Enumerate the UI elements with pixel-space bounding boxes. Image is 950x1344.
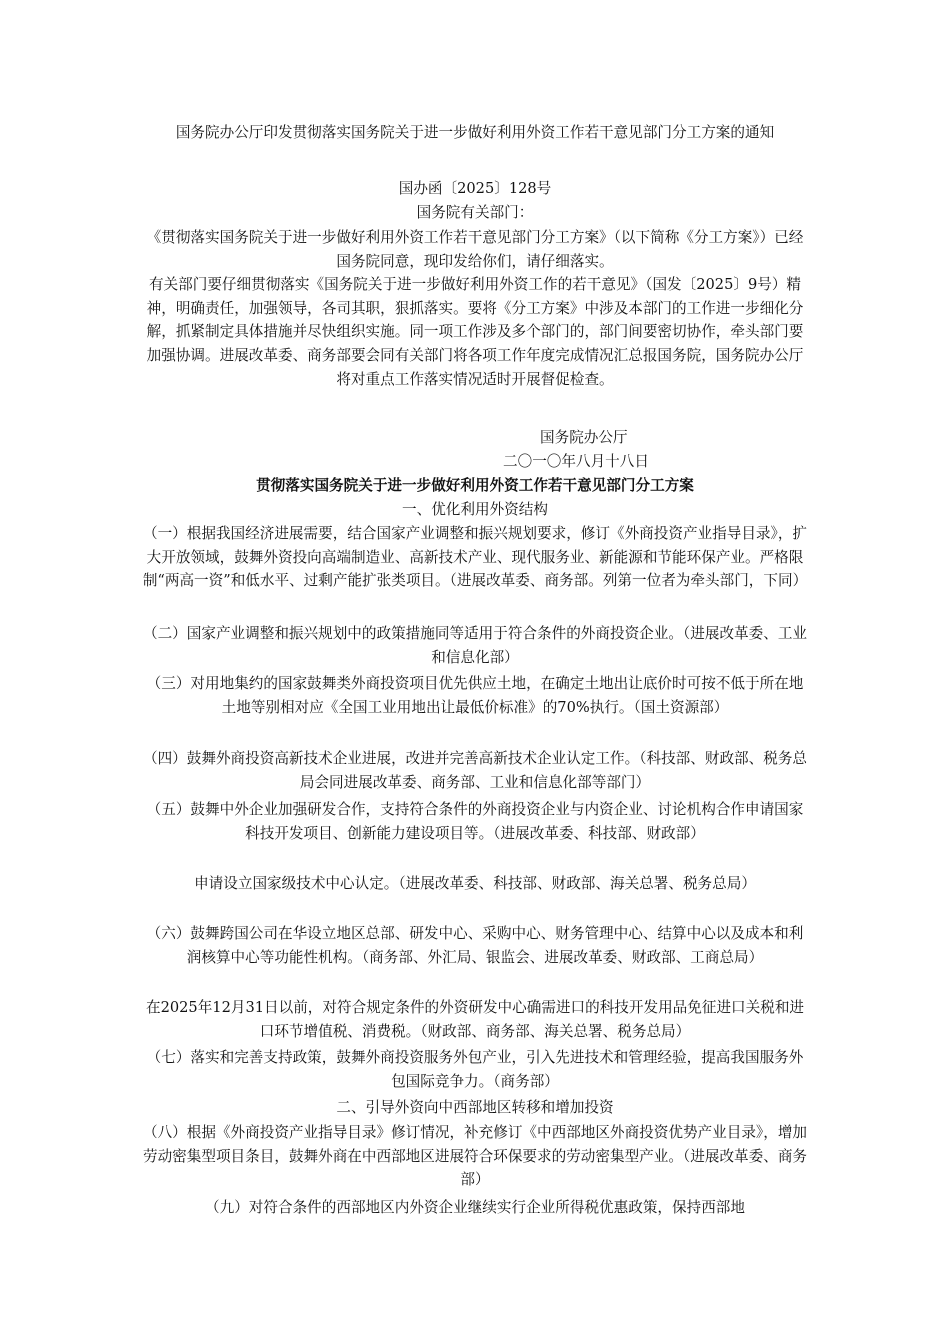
section-heading-1: 一、优化利用外资结构 [402,501,548,518]
notice-title: 国务院办公厅印发贯彻落实国务院关于进一步做好利用外资工作若干意见部门分工方案的通知 [175,124,775,141]
plan-item-1: （一）根据我国经济进展需要，结合国家产业调整和振兴规划要求，修订《外商投资产业指导目录》，扩大开放领域，鼓舞外资投向高端制造业、高新技术产业、现代服务业、新能源和节能环保产业。严格限制“两高一资”和低水平、过剩产能扩张类项目。（进展改革委、商务部。列第一位者为牵头部门，下同） [142,525,808,590]
document-number: 国办函〔2025〕128号 [398,180,552,197]
plan-item-6: （六）鼓舞跨国公司在华设立地区总部、研发中心、采购中心、财务管理中心、结算中心以及成本和利润核算中心等功能性机构。（商务部、外汇局、银监会、进展改革委、财政部、工商总局） [146,925,804,966]
notice-paragraph-2: 有关部门要仔细贯彻落实《国务院关于进一步做好利用外资工作的若干意见》（国发〔2025〕9号）精神，明确责任，加强领导，各司其职，狠抓落实。要将《分工方案》中涉及本部门的工作进一步细化分解，抓紧制定具体措施并尽快组织实施。同一项工作涉及多个部门的，部门间要密切协作，牵头部门要加强协调。进展改革委、商务部要会同有关部门将各项工作年度完成情况汇总报国务院，国务院办公厅将对重点工作落实情况适时开展督促检查。 [146,276,804,388]
notice-paragraph-1: 《贯彻落实国务院关于进一步做好利用外资工作若干意见部门分工方案》（以下简称《分工方案》）已经国务院同意，现印发给你们，请仔细落实。 [146,229,804,270]
plan-item-3: （三）对用地集约的国家鼓舞类外商投资项目优先供应土地，在确定土地出让底价时可按不低于所在地土地等别相对应《全国工业用地出让最低价标准》的70%执行。（国土资源部） [146,675,804,716]
plan-title: 贯彻落实国务院关于进一步做好利用外资工作若干意见部门分工方案 [256,477,694,494]
issuing-office: 国务院办公厅 [540,429,628,446]
plan-item-2: （二）国家产业调整和振兴规划中的政策措施同等适用于符合条件的外商投资企业。（进展改革委、工业和信息化部） [142,625,808,666]
issue-date: 二〇一〇年八月十八日 [503,453,649,470]
plan-item-5-continued: 申请设立国家级技术中心认定。（进展改革委、科技部、财政部、海关总署、税务总局） [194,875,756,892]
plan-item-5: （五）鼓舞中外企业加强研发合作，支持符合条件的外商投资企业与内资企业、讨论机构合作申请国家科技开发项目、创新能力建设项目等。（进展改革委、科技部、财政部） [146,801,804,842]
plan-item-9: （九）对符合条件的西部地区内外资企业继续实行企业所得税优惠政策，保持西部地 [205,1199,745,1216]
addressee: 国务院有关部门： [416,204,534,221]
plan-item-4: （四）鼓舞外商投资高新技术企业进展，改进并完善高新技术企业认定工作。（科技部、财政部、税务总局会同进展改革委、商务部、工业和信息化部等部门） [142,750,808,791]
plan-item-6-continued: 在2025年12月31日以前，对符合规定条件的外资研发中心确需进口的科技开发用品免征进口关税和进口环节增值税、消费税。（财政部、商务部、海关总署、税务总局） [145,999,805,1040]
section-heading-2: 二、引导外资向中西部地区转移和增加投资 [336,1099,614,1116]
plan-item-8: （八）根据《外商投资产业指导目录》修订情况，补充修订《中西部地区外商投资优势产业目录》，增加劳动密集型项目条目，鼓舞外商在中西部地区进展符合环保要求的劳动密集型产业。（进展改革委、商务部） [142,1124,808,1189]
plan-item-7: （七）落实和完善支持政策，鼓舞外商投资服务外包产业，引入先进技术和管理经验，提高我国服务外包国际竞争力。（商务部） [146,1049,804,1090]
